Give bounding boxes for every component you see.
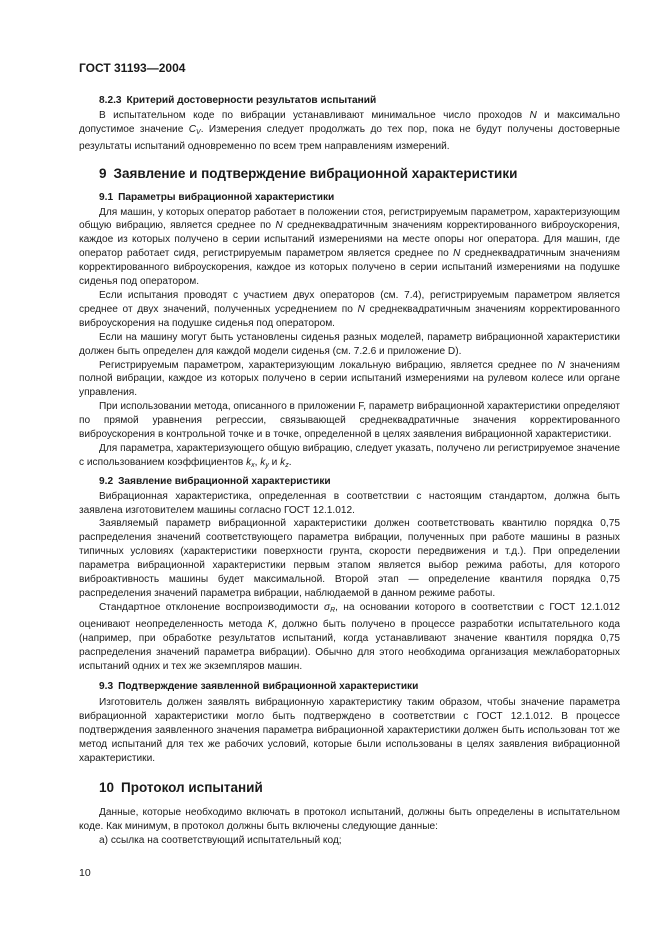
text-run: . Измерения следует продолжать до тех пор, пока не будут получены достоверные результаты испытаний одновременно по всем трем направлениям измерений. [79,123,620,152]
paragraph-9-2-1: Вибрационная характеристика, определенная в соответствии с настоящим стандартом, должна быть заявлена изготовителем машины согласно ГОСТ 12.1.012. [79,490,620,516]
subscript-v: V [196,128,201,136]
text-run: среднеквадратичным значениям корректированного виброускорения, каждое из которых получено в серии испытаний измерениями на месте опоры ног оператора. Для машин, где оператор работает сидя, регистрируемым параметром является среднее по [79,220,620,260]
text-run: , на основании которого в соответствии с ГОСТ 12.1.012 оценивают неопределенность метода [79,601,620,630]
document-body [79,94,620,848]
symbol-k: K [267,618,275,630]
text-run: , должно быть получено в процессе разработки испытательного кода (например, при обработке результатов испытаний, когда устанавливают значение квантиля порядка 0,75 распределения значений параметра вибрации). Обычно для этого необходима организация межлабораторных испытаний одних и тех же экземпляров машин. [79,618,621,672]
paragraph-9-1-2 [79,289,620,331]
subsection-title-text: Параметры вибрационной характеристики [118,191,335,203]
text-run: Для параметра, характеризующего общую вибрацию, следует указать, получено ли регистрируемое значение с использованием коэффициентов [79,442,620,468]
subsection-title-text: Критерий достоверности результатов испытаний [126,95,377,106]
symbol-c: C [188,123,197,135]
standard-header: ГОСТ 31193—2004 [79,61,186,75]
text-run: , [254,456,261,468]
symbol-n: N [357,303,365,315]
subsection-title-9-2 [79,475,620,489]
symbol-n: N [557,359,565,371]
text-run: Для машин, у которых оператор работает в положении стоя, регистрируемым параметром, характеризующим общую вибрацию, является среднее по [79,206,620,232]
paragraph-9-2-2: Заявляемый параметр вибрационной характеристики должен соответствовать квантилю порядка 0,75 распределения значений соответствующего параметра вибрации, полученных при работе машины в разных типичных условиях (характеристики поверхности грунта, скорости передвижения и т.д.). При определении параметра вибрационной характеристики первым этапом является выбор режима работы, для которого виброактивность машины будет максимальной. Второй этап — определение квантиля порядка 0,75 распределения значений параметра вибрации, наблюдаемой в данном режиме работы. [79,518,620,599]
subsection-number: 9.1 [99,191,114,203]
section-title-text: Протокол испытаний [121,779,263,795]
symbol-k: k [260,456,266,468]
text-run: среднеквадратичным значениям корректированного виброускорения на подушке сиденья под оператором. [79,303,620,329]
subsection-number: 9.3 [99,681,114,693]
section-title-text: Заявление и подтверждение вибрационной характеристики [113,165,518,181]
text-run: Если испытания проводят с участием двух операторов (см. 7.4), регистрируемым параметром является среднее от двух значений, полученных усреднением по [79,289,620,315]
text-run: . [288,456,292,468]
subsection-number: 8.2.3 [99,95,122,106]
section-title-10 [79,780,620,796]
text-run: В испытательном коде по вибрации устанавливают минимальное число проходов [99,109,530,121]
page-number: 10 [79,867,91,879]
text-run: и максимально допустимое значение [79,109,620,135]
text-run: среднеквадратичным значениям корректированного виброускорения, каждое из которых получено в серии испытаний измерениями на подушке сиденья под оператором. [79,248,620,288]
subsection-title-text: Заявление вибрационной характеристики [118,475,331,487]
symbol-k: k [246,456,252,468]
subsection-title-text: Подтверждение заявленной вибрационной характеристики [118,681,419,693]
paragraph-9-2-3 [79,601,620,674]
list-item-a: а) ссылка на соответствующий испытательный код; [99,834,342,846]
paragraph-10-1: Данные, которые необходимо включать в протокол испытаний, должны быть определены в испытательном коде. Как минимум, в протокол должны быть включены следующие данные: [79,806,620,832]
subscript-r: R [330,606,336,614]
subsection-number: 9.2 [99,475,114,487]
section-title-9 [79,166,620,182]
paragraph-9-1-1 [79,206,620,289]
section-number: 10 [99,779,115,795]
symbol-n: N [275,220,283,232]
subsection-title-9-3 [79,680,620,694]
subsection-title-9-1 [79,191,620,205]
paragraph-9-1-4 [79,359,620,401]
subscript-z: z [285,461,289,469]
paragraph-9-1-6 [79,442,620,473]
text-run: и [268,456,281,468]
subscript-y: y [265,461,269,469]
paragraph-9-3-1: Изготовитель должен заявлять вибрационную характеристику таким образом, чтобы значение параметра вибрационной характеристики могло быть подтверждено в соответствии с ГОСТ 12.1.012. В процессе подтверждения заявленного значения параметра вибрационной характеристики должен быть использован тот же метод испытаний для тех же рабочих условий, которые были использованы в целях заявления вибрационной характеристики. [79,697,620,764]
section-number: 9 [99,165,107,181]
paragraph-9-1-5: При использовании метода, описанного в приложении F, параметр вибрационной характеристики определяют по прямой уравнения регрессии, связывающей среднеквадратичные значения корректированного виброускорения в контрольной точке и в точке, определенной в целях заявления вибрационной характеристики. [79,401,620,441]
symbol-sigma: σ [323,601,331,613]
text-run: Регистрируемым параметром, характеризующим локальную вибрацию, является среднее по [99,359,558,371]
text-run: Стандартное отклонение воспроизводимости [99,601,324,613]
text-run: значениям полной вибрации, каждое из которых получено в серии испытаний измерениями на рулевом колесе или органе управления. [79,359,620,399]
paragraph-8-2-3 [79,109,620,154]
symbol-n: N [529,109,537,121]
subsection-title-8-2-3 [79,94,620,108]
subscript-x: x [251,461,255,469]
symbol-k: k [280,456,286,468]
symbol-n: N [452,248,461,260]
paragraph-9-1-3: Если на машину могут быть установлены сиденья разных моделей, параметр вибрационной характеристики должен быть определен для каждой модели сиденья (см. 7.2.6 и приложение D). [79,331,620,357]
